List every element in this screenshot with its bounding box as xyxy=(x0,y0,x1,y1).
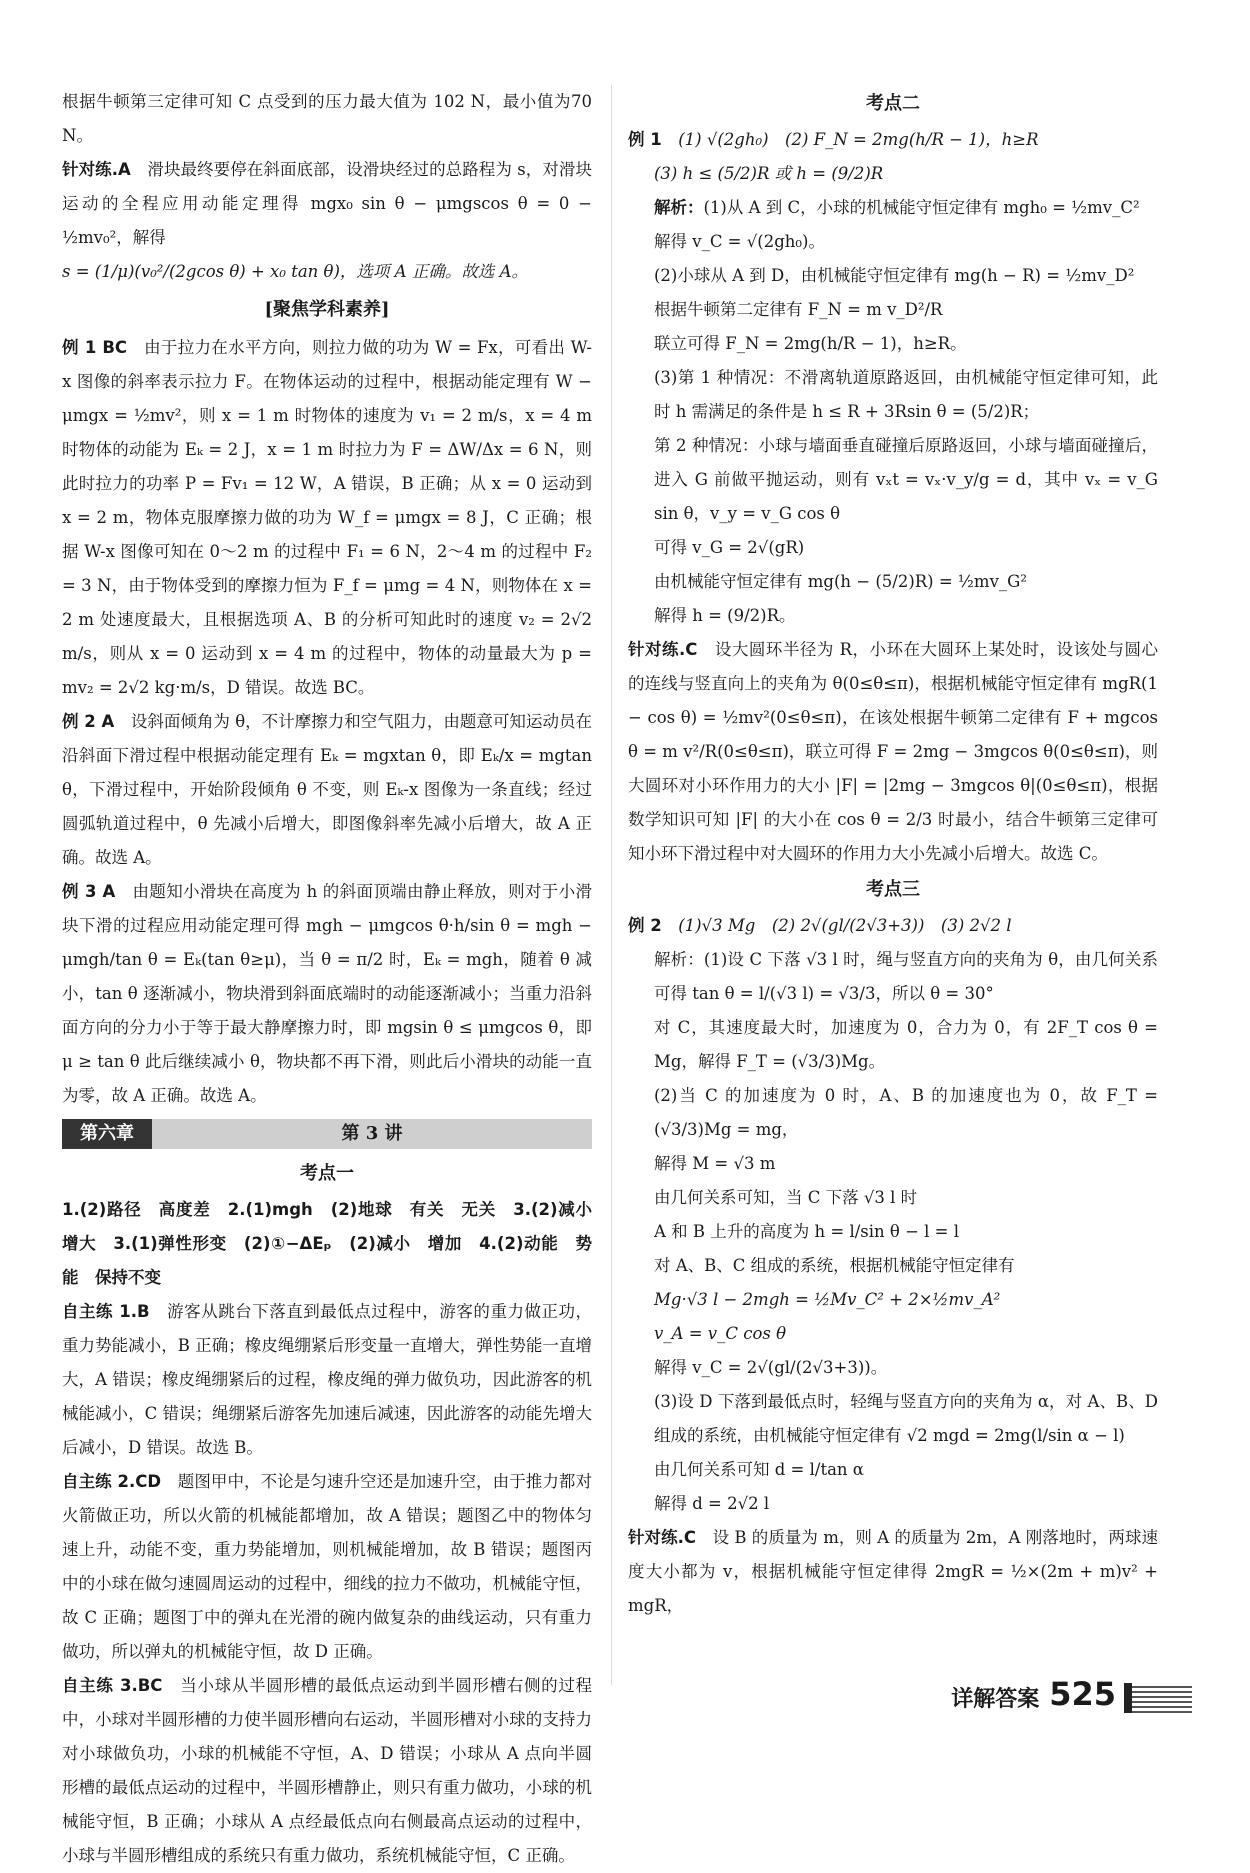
chapter-tag: 第六章 xyxy=(62,1119,152,1149)
paragraph: (3)第 1 种情况：不滑离轨道原路返回，由机械能守恒定律可知，此时 h 需满足的条件是 h ≤ R + 3Rsin θ = (5/2)R； xyxy=(654,368,1158,421)
left-column xyxy=(62,85,609,1873)
paragraph: 根据牛顿第二定律有 F_N = m v_D²/R xyxy=(654,300,943,319)
section-heading: 考点二 xyxy=(866,93,920,114)
example-label: 例 1 xyxy=(628,130,662,149)
formula: Mg·√3 l − 2mgh = ½Mv_C² + 2×½mv_A² xyxy=(654,1290,1001,1309)
right-column xyxy=(628,85,1158,1623)
paragraph: 解得 h = (9/2)R。 xyxy=(654,606,796,625)
paragraph: 设斜面倾角为 θ，不计摩擦力和空气阻力，由题意可知运动员在沿斜面下滑过程中根据动能定理有 Eₖ = mgxtan θ，即 Eₖ/x = mgtan θ，下滑过程中，开始阶段倾角 θ 不变，则 Eₖ-x 图像为一条直线；经过圆弧轨道过程中，θ 先减小后增大，即图像斜率先减小后增大，故 A 正确。故选 A。 xyxy=(62,712,592,867)
paragraph: 由几何关系可知，当 C 下落 √3 l 时 xyxy=(654,1188,918,1207)
paragraph: 由几何关系可知 d = l/tan α xyxy=(654,1460,864,1479)
exercise-label: 自主练 1.B xyxy=(62,1302,150,1321)
paragraph: 解析：(1)设 C 下落 √3 l 时，绳与竖直方向的夹角为 θ，由几何关系可得 tan θ = l/(√3 l) = √3/3，所以 θ = 30° xyxy=(654,950,1158,1003)
paragraph: 联立可得 F_N = 2mg(h/R − 1)，h≥R。 xyxy=(654,334,967,353)
paragraph: 可得 v_G = 2√(gR) xyxy=(654,538,805,557)
paragraph: 设大圆环半径为 R，小环在大圆环上某处时，设该处与圆心的连线与竖直向上的夹角为 θ(0≤θ≤π)，根据机械能守恒定律有 mgR(1 − cos θ) = ½mv²(0≤θ≤π)，在该处根据牛顿第二定律有 F + mgcos θ = m v²/R(0≤θ≤π)，联立可得 F = 2mg − 3mgcos θ(0≤θ≤π)，则大圆环对小环作用力的大小 |F| = |2mg − 3mgcos θ|(0≤θ≤π)，根据数学知识可知 |F| 的大小在 cos θ = 2/3 时最小，结合牛顿第三定律可知小环下滑过程中对大圆环的作用力大小先减小后增大。故选 C。 xyxy=(628,640,1158,863)
paragraph: (2)当 C 的加速度为 0 时，A、B 的加速度也为 0，故 F_T = (√3/3)Mg = mg， xyxy=(654,1086,1158,1139)
paragraph: (2)小球从 A 到 D，由机械能守恒定律有 mg(h − R) = ½mv_D² xyxy=(654,266,1135,285)
section-heading: 考点一 xyxy=(300,1163,354,1184)
analysis-label: 解析： xyxy=(654,198,704,217)
section-heading: 考点三 xyxy=(866,879,920,900)
paragraph: 当小球从半圆形槽的最低点运动到半圆形槽右侧的过程中，小球对半圆形槽的力使半圆形槽向右运动，半圆形槽对小球的支持力对小球做负功，小球的机械能不守恒，A、D 错误；小球从 A 点向半圆形槽的最低点运动的过程中，半圆形槽静止，则只有重力做功，小球的机械能守恒，B 正确；小球从 A 点经最低点向右侧最高点运动的过程中，小球与半圆形槽组成的系统只有重力做功，系统机械能守恒，C 正确。 xyxy=(62,1676,593,1865)
paragraph: 解得 v_C = √(2gh₀)。 xyxy=(654,232,825,251)
answer: (3) h ≤ (5/2)R 或 h = (9/2)R xyxy=(654,164,884,183)
paragraph: 第 2 种情况：小球与墙面垂直碰撞后原路返回，小球与墙面碰撞后，进入 G 前做平抛运动，则有 vₓt = vₓ·v_y/g = d，其中 vₓ = v_G sin θ，v_y = v_G cos θ xyxy=(654,436,1158,523)
chapter-bar xyxy=(62,1119,592,1149)
example-label: 例 1 BC xyxy=(62,338,128,357)
paragraph: 解得 d = 2√2 l xyxy=(654,1494,770,1513)
formula: v_A = v_C cos θ xyxy=(654,1324,787,1343)
paragraph: 解得 M = √3 m xyxy=(654,1154,776,1173)
paragraph: 根据牛顿第三定律可知 C 点受到的压力最大值为 102 N，最小值为70 N。 xyxy=(62,92,592,145)
footer-label: 详解答案 xyxy=(951,1687,1040,1712)
exercise-label: 自主练 3.BC xyxy=(62,1676,163,1695)
paragraph: 题图甲中，不论是匀速升空还是加速升空，由于推力都对火箭做正功，所以火箭的机械能都增加，故 A 错误；题图乙中的物体匀速上升，动能不变，重力势能增加，则机械能增加，故 B 错误；题图丙中的小球在做匀速圆周运动的过程中，细线的拉力不做功，机械能守恒，故 C 正确；题图丁中的弹丸在光滑的碗内做复杂的曲线运动，只有重力做功，所以弹丸的机械能守恒，故 D 正确。 xyxy=(62,1472,593,1661)
column-divider xyxy=(611,85,612,1685)
footer-decoration xyxy=(1124,1683,1192,1713)
paragraph: 解得 v_C = 2√(gl/(2√3+3))。 xyxy=(654,1358,888,1377)
paragraph: 1.(2)路径 高度差 2.(1)mgh (2)地球 有关 无关 3.(2)减小 增大 3.(1)弹性形变 (2)①−ΔEₚ (2)减小 增加 4.(2)动能 势能 保持不变 xyxy=(62,1200,609,1287)
paragraph: (3)设 D 下落到最低点时，轻绳与竖直方向的夹角为 α，对 A、B、D 组成的系统，由机械能守恒定律有 √2 mgd = 2mg(l/sin α − l) xyxy=(654,1392,1158,1445)
paragraph: 游客从跳台下落直到最低点过程中，游客的重力做正功，重力势能减小，B 正确；橡皮绳绷紧后形变量一直增大，弹性势能一直增大，A 错误；橡皮绳绷紧后的过程，橡皮绳的弹力做负功，因此游客的机械能减小，C 错误；绳绷紧后游客先加速后减速，因此游客的动能先增大后减小，D 错误。故选 B。 xyxy=(62,1302,593,1457)
exercise-label: 针对练.A xyxy=(62,160,131,179)
paragraph: A 和 B 上升的高度为 h = l/sin θ − l = l xyxy=(654,1222,960,1241)
exercise-label: 自主练 2.CD xyxy=(62,1472,162,1491)
page-footer xyxy=(951,1675,1192,1713)
section-title: [聚焦学科素养] xyxy=(264,299,390,320)
exercise-label: 针对练.C xyxy=(628,1528,696,1547)
answer: (1) √(2gh₀) (2) F_N = 2mg(h/R − 1)，h≥R xyxy=(678,130,1039,149)
paragraph: 由题知小滑块在高度为 h 的斜面顶端由静止释放，则对于小滑块下滑的过程应用动能定理可得 mgh − μmgcos θ·h/sin θ = mgh − μmgh/tan θ = Eₖ(tan θ≥μ)，当 θ = π/2 时，Eₖ = mgh，随着 θ 减小，tan θ 逐渐减小，物块滑到斜面底端时的动能逐渐减小；当重力沿斜面方向的分力小于等于最大静摩擦力时，即 mgsin θ ≤ μmgcos θ，即 μ ≥ tan θ 此后继续减小 θ，物块都不再下滑，则此后小滑块的动能一直为零，故 A 正确。故选 A。 xyxy=(62,882,593,1105)
chapter-title: 第 3 讲 xyxy=(341,1123,403,1144)
page-number: 525 xyxy=(1049,1675,1116,1713)
paragraph: 由机械能守恒定律有 mg(h − (5/2)R) = ½mv_G² xyxy=(654,572,1027,591)
example-label: 例 3 A xyxy=(62,882,116,901)
paragraph: 设 B 的质量为 m，则 A 的质量为 2m，A 刚落地时，两球速度大小都为 v，根据机械能守恒定律得 2mgR = ½×(2m + m)v² + mgR， xyxy=(628,1528,1158,1615)
example-label: 例 2 xyxy=(628,916,662,935)
paragraph: (1)从 A 到 C，小球的机械能守恒定律有 mgh₀ = ½mv_C² xyxy=(703,198,1140,217)
paragraph: 对 A、B、C 组成的系统，根据机械能守恒定律有 xyxy=(654,1256,1015,1275)
example-label: 例 2 A xyxy=(62,712,115,731)
paragraph: 对 C，其速度最大时，加速度为 0，合力为 0，有 2F_T cos θ = Mg，解得 F_T = (√3/3)Mg。 xyxy=(654,1018,1159,1071)
paragraph: 由于拉力在水平方向，则拉力做的功为 W = Fx，可看出 W-x 图像的斜率表示拉力 F。在物体运动的过程中，根据动能定理有 W − μmgx = ½mv²，则 x = 1 m 时物体的速度为 v₁ = 2 m/s，x = 4 m 时物体的动能为 Eₖ = 2 J，x = 1 m 时拉力为 F = ΔW/Δx = 6 N，则此时拉力的功率 P = Fv₁ = 12 W，A 错误，B 正确；从 x = 0 运动到 x = 2 m，物体克服摩擦力做的功为 W_f = μmgx = 8 J，C 正确；根据 W-x 图像可知在 0～2 m 的过程中 F₁ = 6 N，2～4 m 的过程中 F₂ = 3 N，由于物体受到的摩擦力恒为 F_f = μmg = 4 N，则物体在 x = 2 m 处速度最大，且根据选项 A、B 的分析可知此时的速度 v₂ = 2√2 m/s，则从 x = 0 运动到 x = 4 m 的过程中，物体的动量最大为 p = mv₂ = 2√2 kg·m/s，D 错误。故选 BC。 xyxy=(62,338,593,697)
paragraph: 滑块最终要停在斜面底部，设滑块经过的总路程为 s，对滑块运动的全程应用动能定理得 mgx₀ sin θ − μmgscos θ = 0 − ½mv₀²，解得 xyxy=(62,160,592,247)
exercise-label: 针对练.C xyxy=(628,640,698,659)
formula: s = (1/μ)(v₀²/(2gcos θ) + x₀ tan θ)，选项 A 正确。故选 A。 xyxy=(62,262,528,281)
answer: (1)√3 Mg (2) 2√(gl/(2√3+3)) (3) 2√2 l xyxy=(678,916,1012,935)
